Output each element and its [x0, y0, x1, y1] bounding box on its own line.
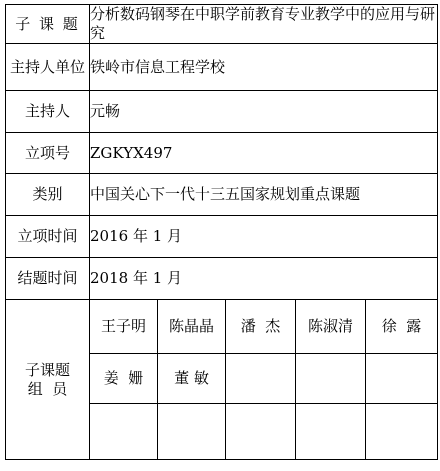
end-time-value: 2018 年 1 月: [90, 258, 438, 300]
category-row: [6, 174, 438, 216]
member-cell: [296, 404, 366, 460]
host-label: 主持人: [6, 91, 90, 133]
member-cell: [366, 404, 438, 460]
unit-label: 主持人单位: [6, 44, 90, 91]
topic-label: 子 课 题: [6, 5, 90, 44]
member-cell: [158, 404, 226, 460]
host-row: [6, 91, 438, 133]
start-time-value: 2016 年 1 月: [90, 216, 438, 258]
member-cell: [90, 404, 158, 460]
members-label: [6, 300, 90, 460]
topic-value: 分析数码钢琴在中职学前教育专业教学中的应用与研究: [90, 5, 438, 44]
category-value: 中国关心下一代十三五国家规划重点课题: [90, 174, 438, 216]
project-number-value: ZGKYX497: [90, 133, 438, 174]
end-time-label: 结题时间: [6, 258, 90, 300]
unit-row: [6, 44, 438, 91]
end-time-row: [6, 258, 438, 300]
topic-row: [6, 5, 438, 44]
project-number-row: [6, 133, 438, 174]
members-row-1: [6, 300, 438, 354]
start-time-row: [6, 216, 438, 258]
members-label-line1: 子课题: [24, 360, 70, 379]
unit-value: 铁岭市信息工程学校: [90, 44, 438, 91]
members-label-line2: 组 员: [27, 379, 68, 398]
member-cell: [366, 354, 438, 404]
member-cell: 陈淑清: [296, 300, 366, 354]
member-cell: 董 敏: [158, 354, 226, 404]
member-cell: [226, 404, 296, 460]
member-cell: 潘 杰: [226, 300, 296, 354]
host-value: 元畅: [90, 91, 438, 133]
member-cell: 徐 露: [366, 300, 438, 354]
member-cell: [226, 354, 296, 404]
project-number-label: 立项号: [6, 133, 90, 174]
project-info-sheet: [5, 4, 437, 456]
start-time-label: 立项时间: [6, 216, 90, 258]
member-cell: 陈晶晶: [158, 300, 226, 354]
member-cell: 王子明: [90, 300, 158, 354]
project-info-table: [5, 4, 438, 460]
category-label: 类别: [6, 174, 90, 216]
member-cell: [296, 354, 366, 404]
member-cell: 姜 姗: [90, 354, 158, 404]
